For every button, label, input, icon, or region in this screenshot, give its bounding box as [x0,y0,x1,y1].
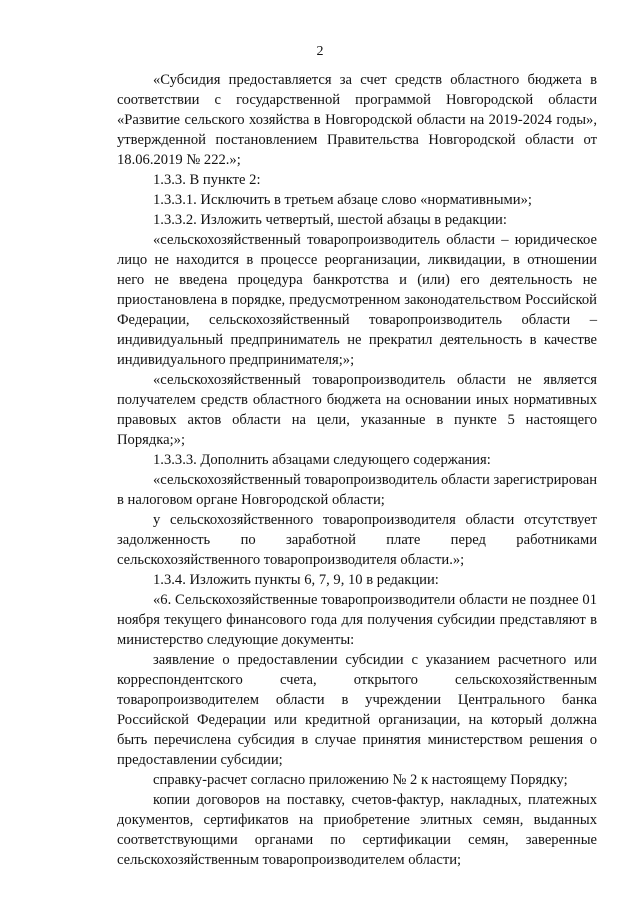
paragraph-1-3-3-2: 1.3.3.2. Изложить четвертый, шестой абзацы в редакции: [153,212,507,228]
paragraph-application-document: заявление о предоставлении субсидии с указанием расчетного или корреспондентского счета, открытого сельскохозяйственным товаропроизводителем области в учреждении Центрального банка Российской Федерации или кредитной организации, на который должна быть перечислена субсидия в случае принятия министерством решения о предоставлении субсидии; [117,652,597,768]
paragraph-1-3-3: 1.3.3. В пункте 2: [153,172,261,188]
paragraph-contract-copies: копии договоров на поставку, счетов-фактур, накладных, платежных документов, сертификатов на приобретение элитных семян, выданных соответствующими органами по сертификации семян, заверенные сельскохозяйственным товаропроизводителем области; [117,792,597,868]
paragraph-legal-entity-requirement: «сельскохозяйственный товаропроизводитель области – юридическое лицо не находится в процессе реорганизации, ликвидации, в отношении него не введена процедура банкротства и (или) его деятельность не приостановлена в порядке, предусмотренном законодательством Российской Федерации, сельскохозяйственный товаропроизводитель области – индивидуальный предприниматель не прекратил деятельность в качестве индивидуального предпринимателя;»; [117,232,597,368]
paragraph-1-3-3-3: 1.3.3.3. Дополнить абзацами следующего содержания: [153,452,491,468]
paragraph-subsidy-source: «Субсидия предоставляется за счет средств областного бюджета в соответствии с государственной программой Новгородской области «Развитие сельского хозяйства в Новгородской области на 2019-2024 годы», утвержденной постановлением Правительства Новгородской области от 18.06.2019 № 222.»; [117,72,597,168]
paragraph-1-3-4: 1.3.4. Изложить пункты 6, 7, 9, 10 в редакции: [153,572,439,588]
paragraph-item-6: «6. Сельскохозяйственные товаропроизводители области не позднее 01 ноября текущего финансового года для получения субсидии представляют в министерство следующие документы: [117,592,597,648]
paragraph-not-recipient-requirement: «сельскохозяйственный товаропроизводитель области не является получателем средств областного бюджета на основании иных нормативных правовых актов области на цели, указанные в пункте 5 настоящего Порядка;»; [117,372,597,448]
paragraph-calculation-certificate: справку-расчет согласно приложению № 2 к настоящему Порядку; [153,772,568,788]
page-number: 2 [316,44,324,59]
paragraph-no-wage-debt-requirement: у сельскохозяйственного товаропроизводителя области отсутствует задолженность по заработной плате перед работниками сельскохозяйственного товаропроизводителя области.»; [117,512,597,568]
document-body [117,70,597,870]
paragraph-1-3-3-1: 1.3.3.1. Исключить в третьем абзаце слово «нормативными»; [153,192,532,208]
paragraph-registered-requirement: «сельскохозяйственный товаропроизводитель области зарегистрирован в налоговом органе Новгородской области; [117,472,598,508]
